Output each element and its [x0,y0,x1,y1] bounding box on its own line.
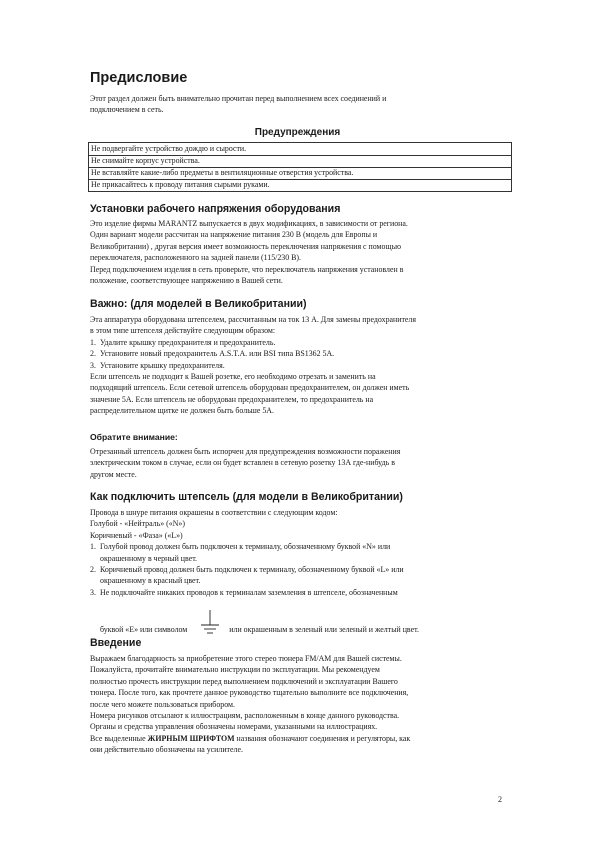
introduction-line [90,733,500,744]
text-run: Все выделенные [90,733,148,743]
uk-step [90,360,500,371]
ground-text-after: или окрашенным в зеленый или зеленый и желтый цвет. [229,625,419,634]
step-number: 3. [90,360,96,370]
uk-heading: Важно: (для моделей в Великобритании) [90,298,307,310]
voltage-line: Это изделие фирмы MARANTZ выпускается в двух модификациях, в зависимости от региона. [90,219,408,228]
step-number: 2. [90,349,96,359]
plug-line: Провода в шнуре питания окрашены в соответствии с следующим кодом: [90,508,338,517]
plug-line: Голубой - «Нейтраль» («N») [90,519,185,529]
note-line: Отрезанный штепсель должен быть испорчен для предупреждения возможности поражения [90,447,401,456]
step-text: Установите крышку предохранителя. [100,360,225,370]
plug-heading: Как подключить штепсель (для модели в Великобритании) [90,491,403,503]
page-number: 2 [498,795,502,804]
text-run: названия обозначают соединения и регуляторы, как [234,733,411,743]
uk-paragraph [90,314,500,417]
step-text: Не подключайте никаких проводов к терминалам заземления в штепселе, обозначенным [100,587,398,597]
uk-step [90,348,500,359]
voltage-line: положение, соответствующее напряжению в Вашей сети. [90,276,283,286]
warning-item: Не подвергайте устройство дождю и сырости. [91,144,247,153]
plug-step [90,541,500,552]
intro-line: Этот раздел должен быть внимательно прочитан перед выполнением всех соединений и [90,94,387,103]
introduction-line: тюнера. После того, как прочтете данное руководство тщательно выполните все подключения, [90,688,409,698]
voltage-heading: Установки рабочего напряжения оборудования [90,203,341,215]
warnings-heading: Предупреждения [254,127,341,138]
uk-line: Эта аппаратура оборудована штепселем, рассчитанным на ток 13 А. Для замены предохранителя [90,315,416,324]
bold-term: ЖИРНЫМ ШРИФТОМ [147,733,235,743]
uk-line: значение 5А. Если штепсель не оборудован предохранителем, то предохранитель на [90,394,374,404]
voltage-line: Один вариант модели рассчитан на напряжение питания 230 В (модель для Европы и [90,230,378,240]
introduction-heading: Введение [90,637,142,649]
plug-line: Коричневый - «Фаза» («L») [90,530,183,540]
introduction-line: Номера рисунков отсылают к иллюстрациям, расположенным в конце данного руководства. [90,711,400,721]
ground-symbol-icon [199,610,221,636]
voltage-line: Великобритании) , другая версия имеет возможность переключения напряжения с помощью [90,241,402,251]
uk-line: подходящий штепсель. Если сетевой штепсель оборудован предохранителем, он должен иметь [90,383,410,393]
warning-item: Не снимайте корпус устройства. [91,156,200,165]
plug-paragraph [90,507,500,598]
uk-line: Если штепсель не подходит к Вашей розетке, его необходимо отрезать и заменить на [90,372,376,382]
intro-line: подключением в сеть. [90,105,164,115]
introduction-line: Пожалуйста, прочитайте внимательно инструкции по эксплуатации. Мы рекомендуем [90,665,380,675]
step-number: 3. [90,587,96,597]
introduction-paragraph [90,653,500,756]
introduction-line: Органы и средства управления обозначены номерами, указанными на иллюстрациях. [90,722,378,732]
step-text: Удалите крышку предохранителя и предохранитель. [100,337,276,347]
step-text: Голубой провод должен быть подключен к терминалу, обозначенному буквой «N» или [100,542,391,552]
uk-step [90,337,500,348]
ground-row [90,610,419,636]
introduction-line: после чего можете пользоваться прибором. [90,699,235,709]
introduction-line: Выражаем благодарность за приобретение этого стерео тюнера FM/AM для Вашей системы. [90,654,402,663]
warnings-box [88,142,512,192]
note-line: другом месте. [90,469,137,479]
warning-item: Не прикасайтесь к проводу питания сырыми руками. [91,180,270,189]
step-number: 2. [90,565,96,575]
note-paragraph [90,446,500,480]
voltage-paragraph [90,218,500,286]
step-number: 1. [90,337,96,347]
plug-step-cont: окрашенному в красный цвет. [100,576,201,586]
step-number: 1. [90,542,96,552]
step-text: Установите новый предохранитель A.S.T.A. или BSI типа BS1362 5А. [100,349,335,359]
plug-step-cont: окрашенному в черный цвет. [100,553,198,563]
note-heading: Обратите внимание: [90,432,178,442]
note-line: электрическим током в случае, если он будет вставлен в сетевую розетку 13А где-нибудь в [90,458,395,468]
voltage-line: Перед подключением изделия в сеть проверьте, что переключатель напряжения установлен в [90,264,404,274]
uk-line: распределительном щитке не должен быть больше 5А. [90,406,274,416]
introduction-line: они действительно обозначены на усилителе. [90,745,243,755]
step-text: Коричневый провод должен быть подключен к терминалу, обозначенному буквой «L» или [100,565,404,575]
voltage-line: переключателя, расположенного на задней панели (115/230 В). [90,253,302,263]
plug-step [90,564,500,575]
uk-line: в этом типе штепселя действуйте следующим образом: [90,326,276,336]
intro-paragraph [90,93,500,116]
introduction-line: полностью прочесть инструкции перед выполнением подключений и эксплуатации Вашего [90,676,398,686]
ground-text-before: буквой «Е» или символом [100,625,188,634]
warning-item: Не вставляйте какие-либо предметы в вентиляционные отверстия устройства. [91,168,354,177]
page-title: Предисловие [90,70,188,86]
plug-step [90,587,500,598]
